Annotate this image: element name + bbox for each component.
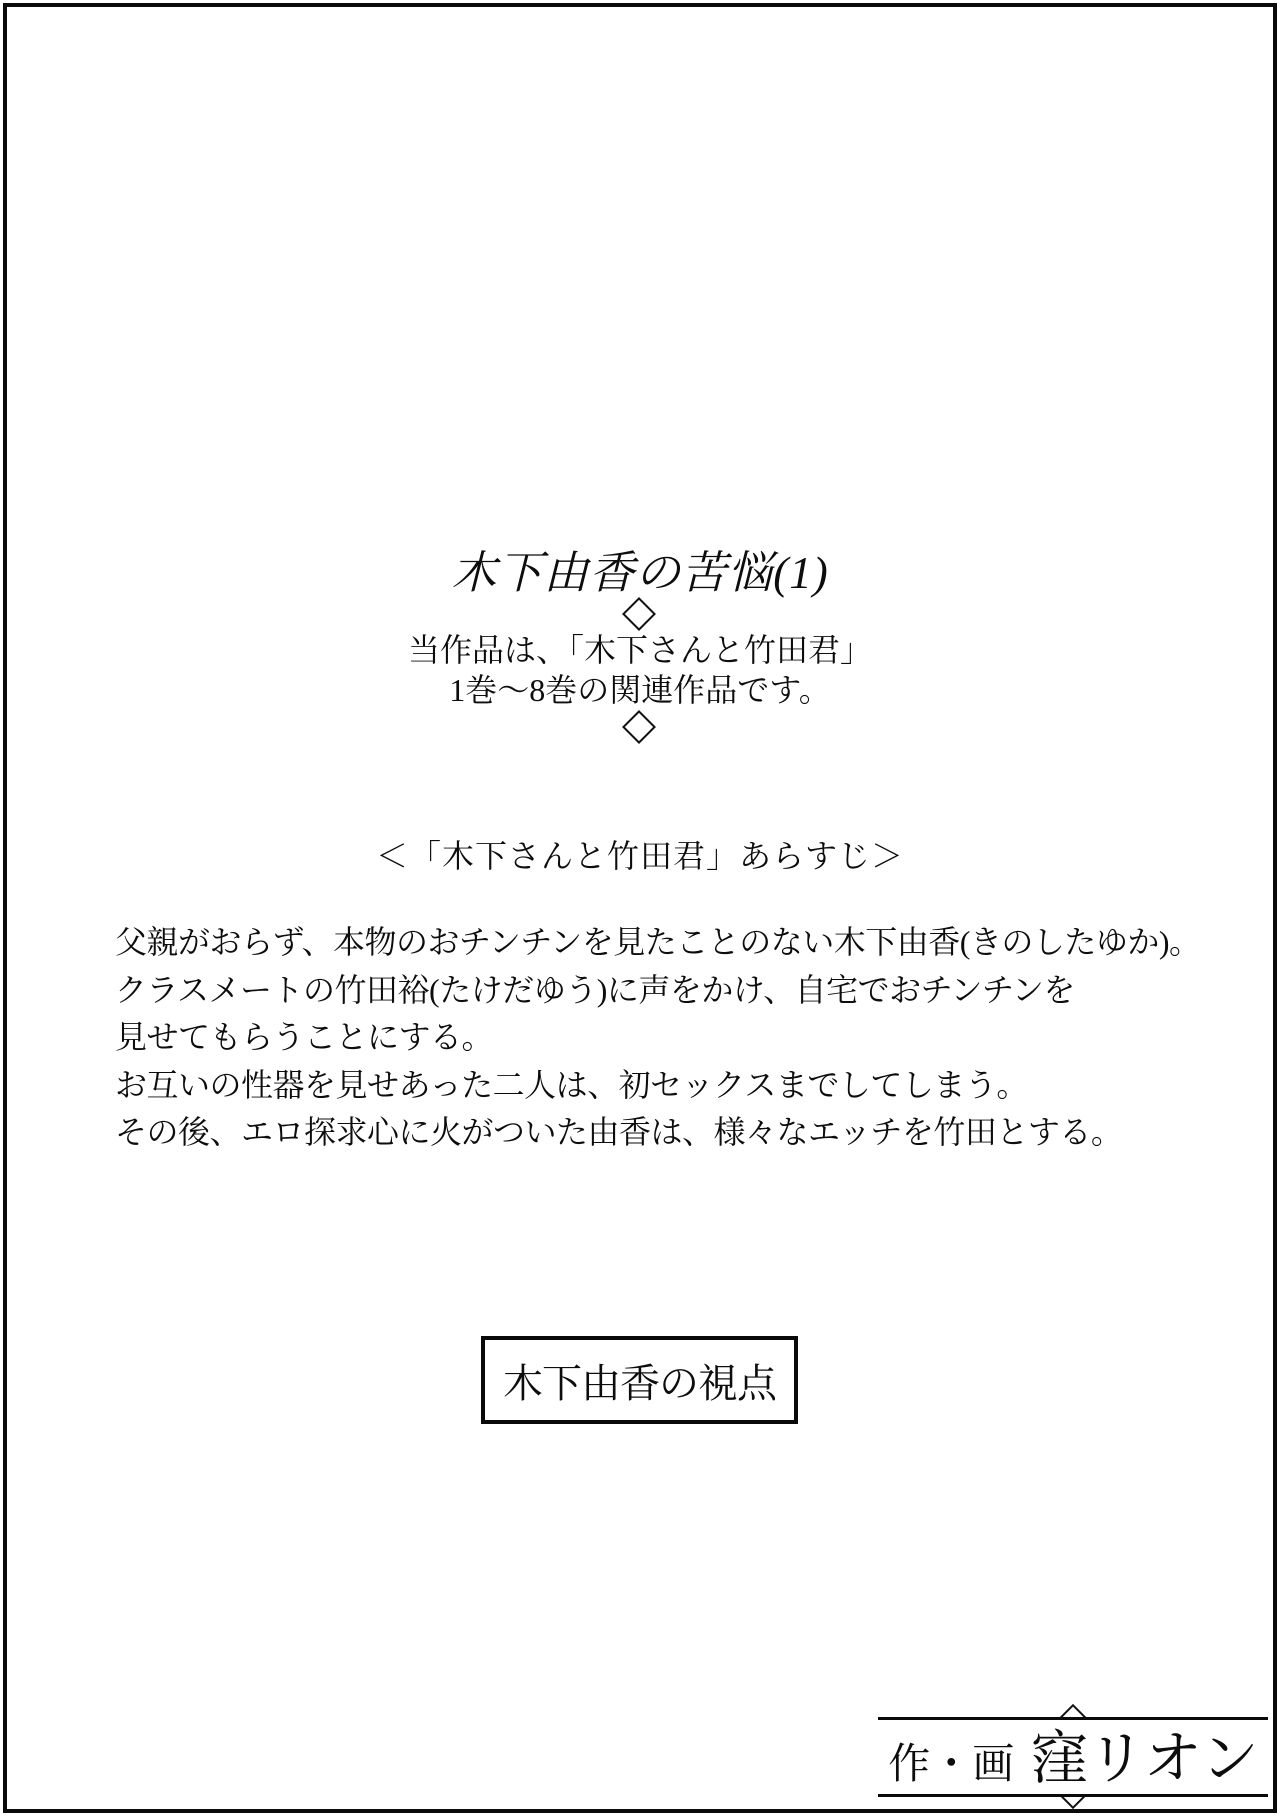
credit-band: [878, 1717, 1268, 1797]
viewpoint-label: 木下由香の視点: [503, 1360, 776, 1406]
diamond-divider-icon: [622, 597, 656, 631]
synopsis-line: クラスメートの竹田裕(たけだゆう)に声をかけ、自宅でおチンチンを: [115, 971, 1075, 1008]
synopsis-line: その後、エロ探求心に火がついた由香は、様々なエッチを竹田とする。: [115, 1114, 1123, 1150]
credit-role-label: 作・画: [888, 1742, 1015, 1788]
synopsis-text: [115, 919, 1201, 1157]
synopsis-heading: ＜「木下さんと竹田君」あらすじ＞: [375, 838, 904, 874]
synopsis-line: 父親がおらず、本物のおチンチンを見たことのない木下由香(きのしたゆか)。: [115, 924, 1201, 960]
credit-artist-name: 窪リオン: [1030, 1726, 1258, 1791]
viewpoint-box: [481, 1336, 798, 1424]
series-note: [0, 630, 1280, 710]
synopsis-line: お互いの性器を見せあった二人は、初セックスまでしてしまう。: [115, 1066, 1028, 1103]
page-title: 木下由香の苦悩(1): [451, 548, 829, 598]
series-note-line-1: 当作品は、「木下さんと竹田君」: [407, 632, 872, 668]
synopsis-line: 見せてもらうことにする。: [115, 1019, 494, 1055]
diamond-divider-icon: [622, 710, 656, 744]
artist-credit: [878, 1706, 1268, 1808]
page-border-frame: [3, 3, 1277, 1813]
series-note-line-2: 1巻～8巻の関連作品です。: [449, 672, 831, 708]
